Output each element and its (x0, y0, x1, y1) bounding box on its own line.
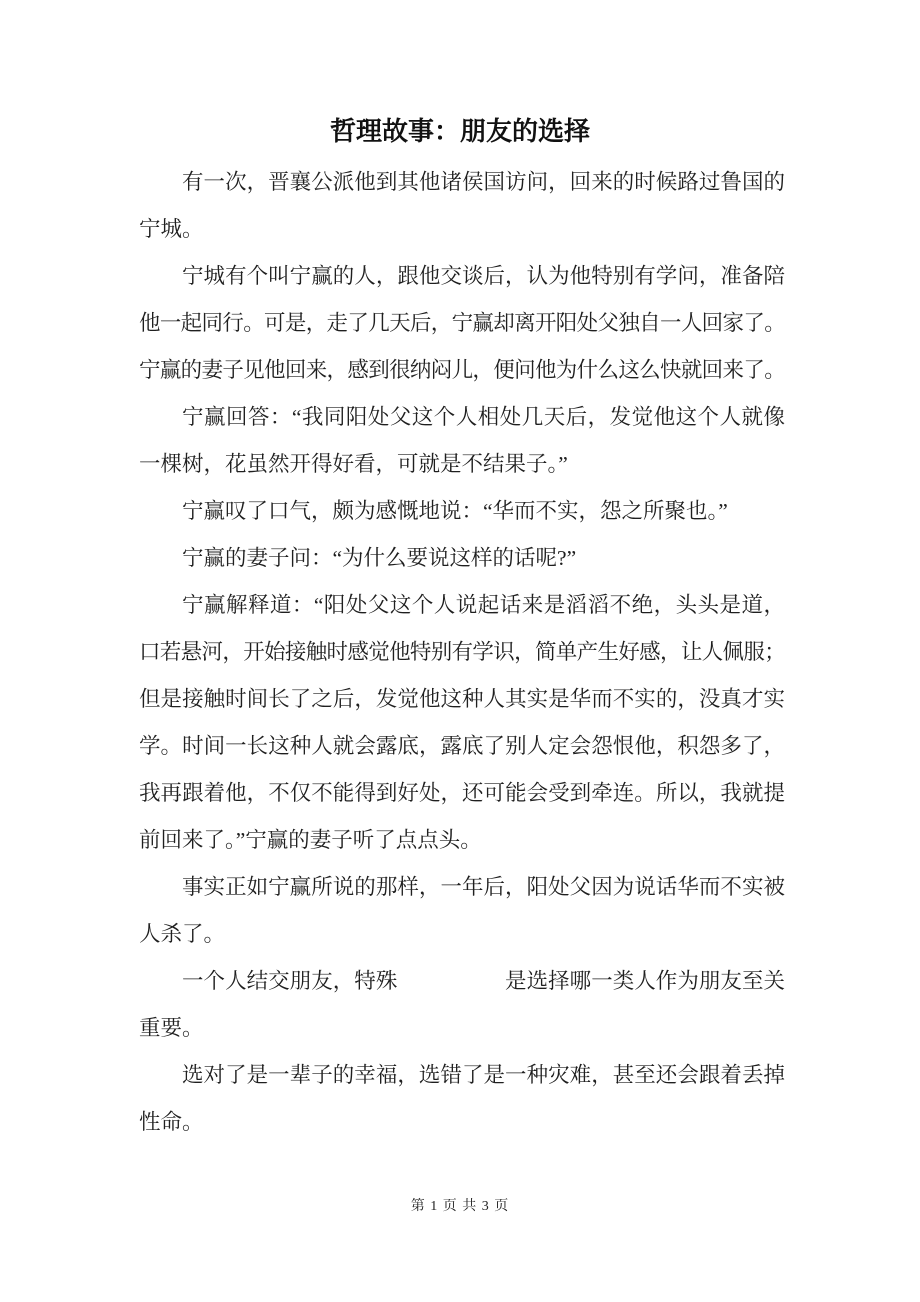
text-line: 重要。 (139, 1016, 204, 1040)
text-line: 事实正如宁赢所说的那样，一年后，阳处父因为说话华而不实被 (182, 875, 785, 899)
text-line: 一个人结交朋友，特殊 是选择哪一类人作为朋友至关 (182, 969, 785, 993)
text-line: 宁城有个叫宁赢的人，跟他交谈后，认为他特别有学问，准备陪 (182, 264, 785, 288)
paragraph (139, 159, 785, 253)
text-line: 学。时间一长这种人就会露底，露底了别人定会怨恨他，积怨多了， (139, 734, 785, 758)
text-line: 但是接触时间长了之后，发觉他这种人其实是华而不实的，没真才实 (139, 687, 785, 711)
text-line: 选对了是一辈子的幸福，选错了是一种灾难，甚至还会跟着丢掉 (182, 1063, 785, 1087)
text-line: 口若悬河，开始接触时感觉他特别有学识，简单产生好感，让人佩服； (139, 640, 785, 664)
paragraph (139, 1052, 785, 1146)
text-line: 宁赢的妻子见他回来，感到很纳闷儿，便问他为什么这么快就回来了。 (139, 358, 785, 382)
text-line: 宁赢解释道：“阳处父这个人说起话来是滔滔不绝，头头是道， (182, 593, 785, 617)
text-line: 宁赢的妻子问：“为什么要说这样的话呢?” (182, 546, 577, 570)
text-line: 一棵树，花虽然开得好看，可就是不结果子。” (139, 452, 568, 476)
document-title: 哲理故事：朋友的选择 (329, 116, 590, 146)
page-number: 第 1 页 共 3 页 (410, 1199, 510, 1214)
text-line: 人杀了。 (139, 922, 226, 946)
paragraph (139, 958, 785, 1052)
paragraph (139, 864, 785, 958)
paragraph (139, 253, 785, 394)
text-line: 性命。 (139, 1110, 204, 1134)
text-line: 我再跟着他，不仅不能得到好处，还可能会受到牵连。所以，我就提 (139, 781, 785, 805)
text-line: 有一次，晋襄公派他到其他诸侯国访问，回来的时候路过鲁国的 (182, 170, 785, 194)
paragraph (139, 394, 785, 488)
paragraph (139, 535, 785, 582)
paragraph (139, 488, 785, 535)
text-line: 他一起同行。可是，走了几天后，宁赢却离开阳处父独自一人回家了。 (139, 311, 785, 335)
text-line: 宁城。 (139, 217, 204, 241)
text-line: 前回来了。”宁赢的妻子听了点点头。 (139, 828, 482, 852)
document-body (139, 159, 785, 1146)
text-line: 宁赢叹了口气，颇为感慨地说：“华而不实，怨之所聚也。” (182, 499, 728, 523)
paragraph (139, 582, 785, 864)
text-line: 宁赢回答：“我同阳处父这个人相处几天后，发觉他这个人就像 (182, 405, 785, 429)
